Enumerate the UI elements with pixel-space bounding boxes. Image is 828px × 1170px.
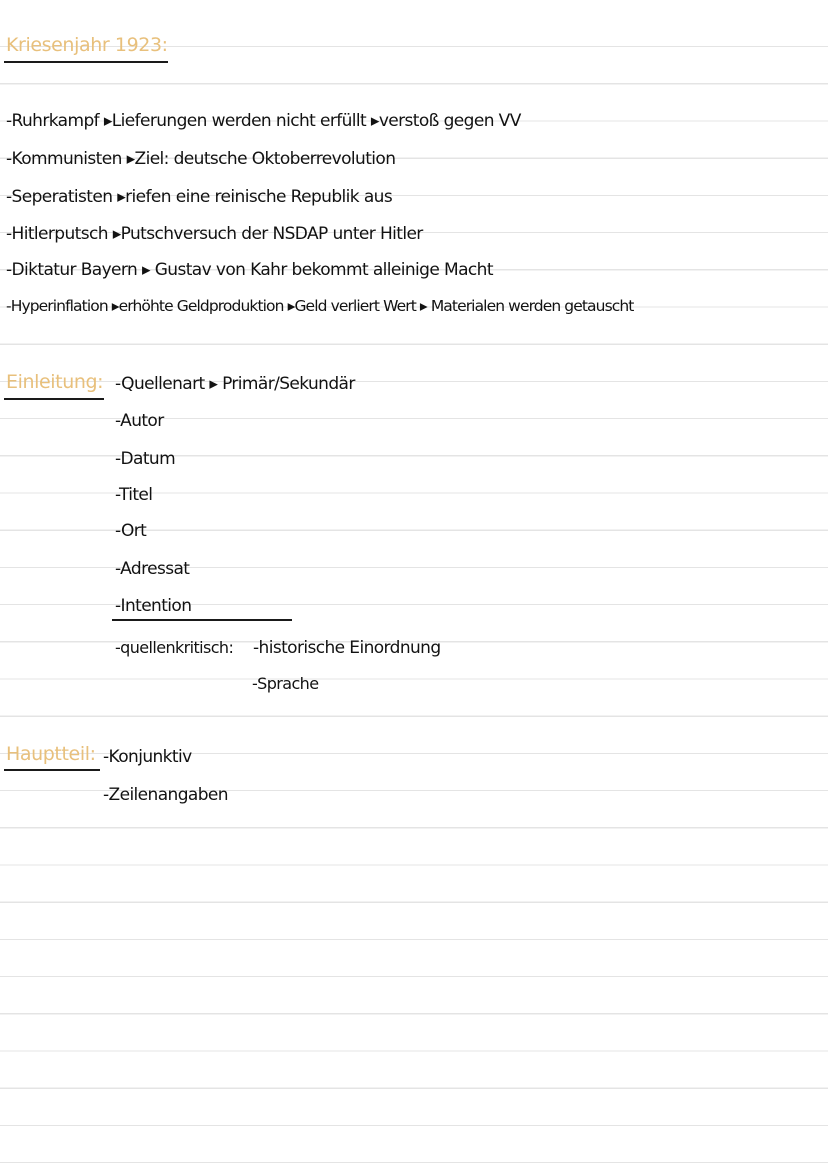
main-title-underline: [4, 769, 100, 771]
crisis-item-diktatur: -Diktatur Bayern ▸ Gustav von Kahr bekommt alleinige Macht: [6, 260, 493, 280]
crisis-item-hitlerputsch: -Hitlerputsch ▸Putschversuch der NSDAP unter Hitler: [6, 224, 423, 244]
intro-item-titel: -Titel: [115, 485, 153, 505]
crisis-item-kommunisten: -Kommunisten ▸Ziel: deutsche Oktoberrevolution: [6, 149, 396, 169]
intro-title-underline: [4, 398, 104, 400]
main-title: Hauptteil:: [6, 743, 96, 765]
intro-item-autor: -Autor: [115, 411, 164, 431]
crisis-title-underline: [4, 61, 168, 63]
intro-item-adressat: -Adressat: [115, 559, 190, 579]
main-item-konjunktiv: -Konjunktiv: [103, 747, 192, 767]
intro-item-intention: -Intention: [115, 596, 192, 616]
intro-item-ort: -Ort: [115, 521, 147, 541]
intro-item-quellenart: -Quellenart ▸ Primär/Sekundär: [115, 374, 355, 394]
intro-title: Einleitung:: [6, 371, 104, 393]
intro-critical-item-einordnung: -historische Einordnung: [253, 638, 441, 658]
crisis-item-hyperinflation: -Hyperinflation ▸erhöhte Geldproduktion ▸Geld verliert Wert ▸ Materialen werden getauscht: [6, 297, 634, 315]
main-item-zeilenangaben: -Zeilenangaben: [103, 785, 228, 805]
crisis-title: Kriesenjahr 1923:: [6, 34, 168, 56]
intro-critical-item-sprache: -Sprache: [252, 674, 319, 693]
crisis-item-seperatisten: -Seperatisten ▸riefen eine reinische Republik aus: [6, 187, 393, 207]
intro-item-datum: -Datum: [115, 449, 176, 469]
intention-separator-line: [112, 619, 292, 621]
crisis-item-ruhrkampf: -Ruhrkampf ▸Lieferungen werden nicht erfüllt ▸verstoß gegen VV: [6, 111, 521, 131]
intro-critical-label: -quellenkritisch:: [115, 638, 234, 657]
